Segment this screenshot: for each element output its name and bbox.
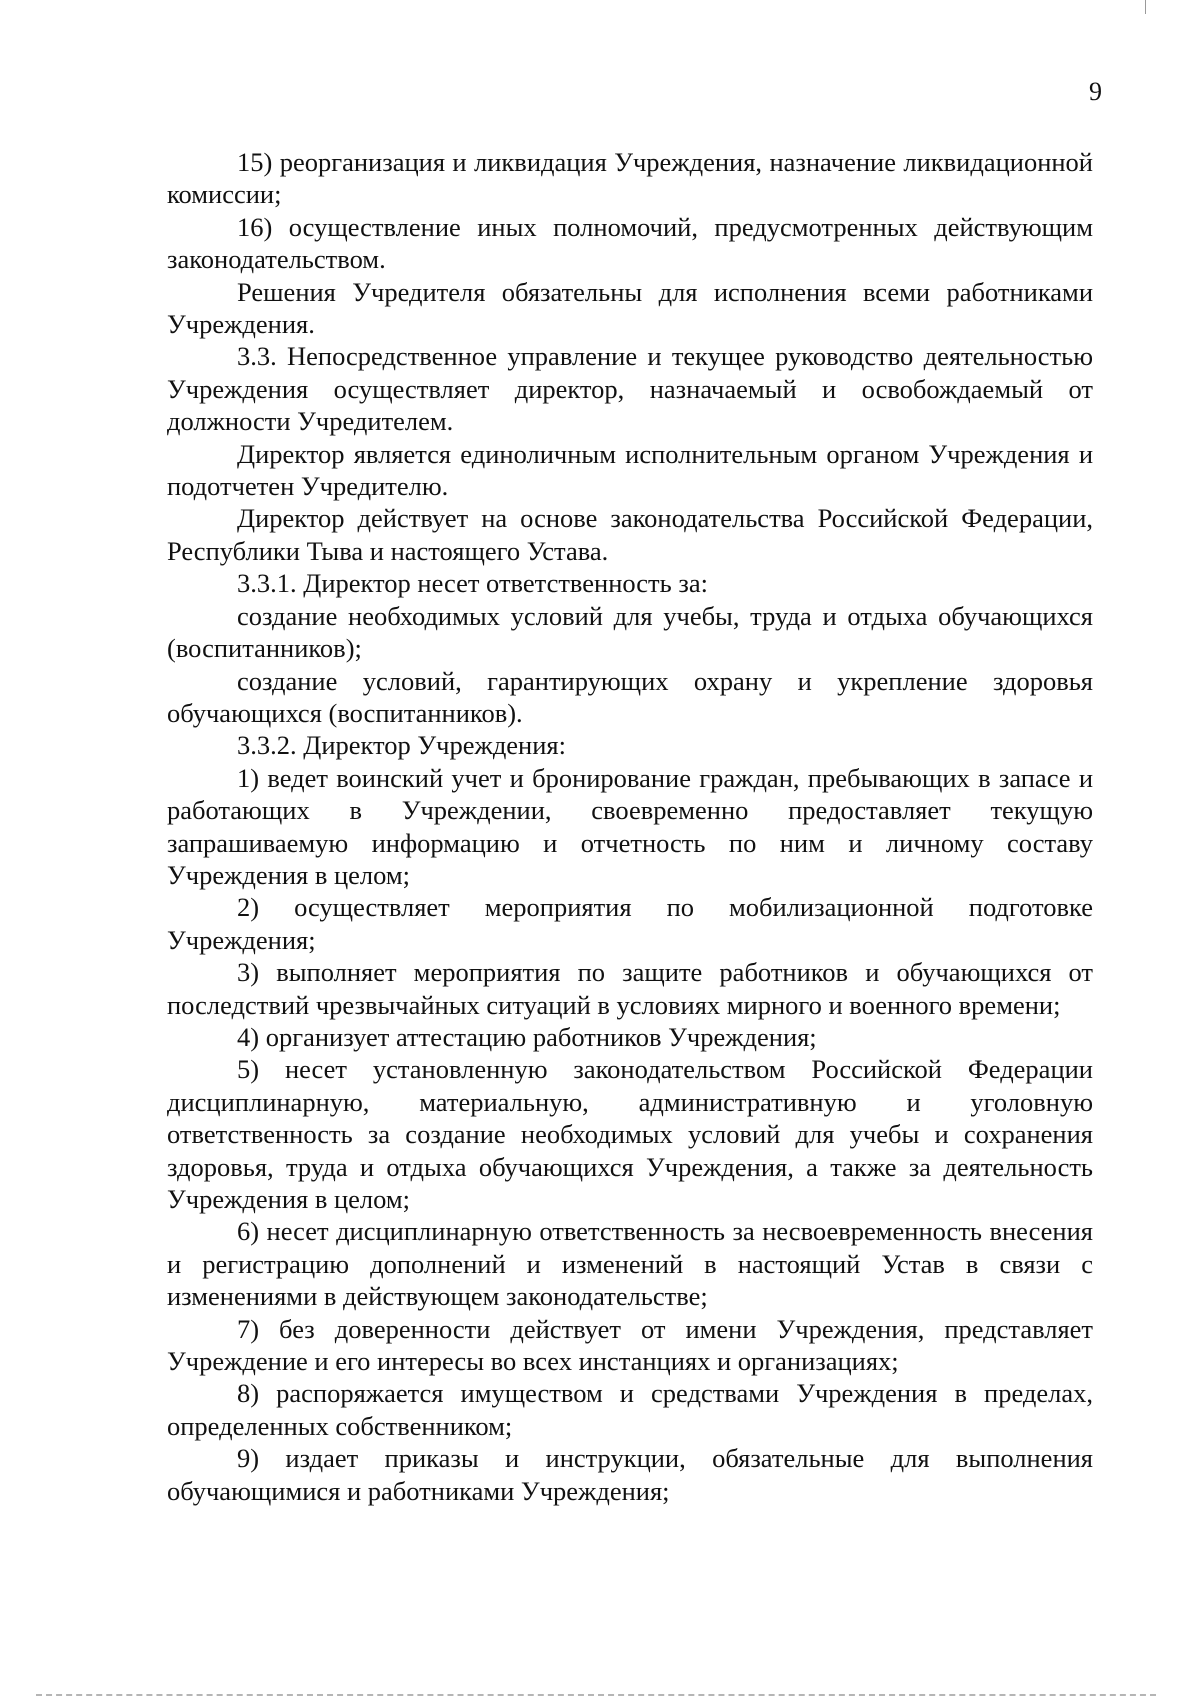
paragraph-founder-decisions: Решения Учредителя обязательны для исполнения всеми работниками Учреждения.	[167, 276, 1093, 340]
paragraph-section-3-3-2: 3.3.2. Директор Учреждения:	[237, 730, 566, 761]
paragraph-duty-8: 8) распоряжается имуществом и средствами Учреждения в пределах, определенных собственником;	[167, 1378, 1093, 1441]
paragraph-section-3-3: 3.3. Непосредственное управление и текущее руководство деятельностью Учреждения осуществляет директор, назначаемый и освобождаемый от должности Учредителем.	[167, 341, 1093, 437]
paragraph-duty-7: 7) без доверенности действует от имени Учреждения, представляет Учреждение и его интересы во всех инстанциях и организациях;	[167, 1313, 1093, 1377]
page-number: 9	[1089, 77, 1102, 106]
paragraph-duty-1: 1) ведет воинский учет и бронирование граждан, пребывающих в запасе и работающих в Учреждении, своевременно предоставляет текущую запрашиваемую информацию и отчетность по ним и личному составу Учреждения в целом;	[167, 762, 1093, 890]
paragraph-director-legal-basis: Директор действует на основе законодательства Российской Федерации, Республики Тыва и настоящего Устава.	[167, 503, 1093, 566]
paragraph-item-15: 15) реорганизация и ликвидация Учреждения, назначение ликвидационной комиссии;	[167, 147, 1093, 210]
paragraph-item-16: 16) осуществление иных полномочий, предусмотренных действующим законодательством.	[167, 211, 1093, 275]
paragraph-duty-4: 4) организует аттестацию работников Учреждения;	[237, 1021, 817, 1052]
paragraph-duty-9: 9) издает приказы и инструкции, обязательные для выполнения обучающимися и работниками Учреждения;	[167, 1443, 1093, 1506]
paragraph-responsibility-conditions: создание необходимых условий для учебы, труда и отдыха обучающихся (воспитанников);	[167, 600, 1093, 664]
paragraph-responsibility-health: создание условий, гарантирующих охрану и укрепление здоровья обучающихся (воспитанников).	[167, 665, 1093, 728]
document-body	[167, 146, 1093, 1507]
paragraph-duty-6: 6) несет дисциплинарную ответственность за несвоевременность внесения и регистрацию дополнений и изменений в настоящий Устав в связи с изменениями в действующем законодательстве;	[167, 1216, 1093, 1312]
paragraph-duty-5: 5) несет установленную законодательством Российской Федерации дисциплинарную, материальную, административную и уголовную ответственность за создание необходимых условий для учебы и сохранения здоровья, труда и отдыха обучающихся Учреждения, а также за деятельность Учреждения в целом;	[167, 1054, 1093, 1214]
scan-bottom-edge	[36, 1694, 1156, 1696]
paragraph-duty-3: 3) выполняет мероприятия по защите работников и обучающихся от последствий чрезвычайных ситуаций в условиях мирного и военного времени;	[167, 957, 1093, 1020]
paragraph-director-executive-body: Директор является единоличным исполнительным органом Учреждения и подотчетен Учредителю.	[167, 438, 1093, 502]
paragraph-section-3-3-1: 3.3.1. Директор несет ответственность за:	[237, 568, 708, 599]
scan-edge-mark	[1145, 0, 1146, 14]
paragraph-duty-2: 2) осуществляет мероприятия по мобилизационной подготовке Учреждения;	[167, 892, 1093, 955]
